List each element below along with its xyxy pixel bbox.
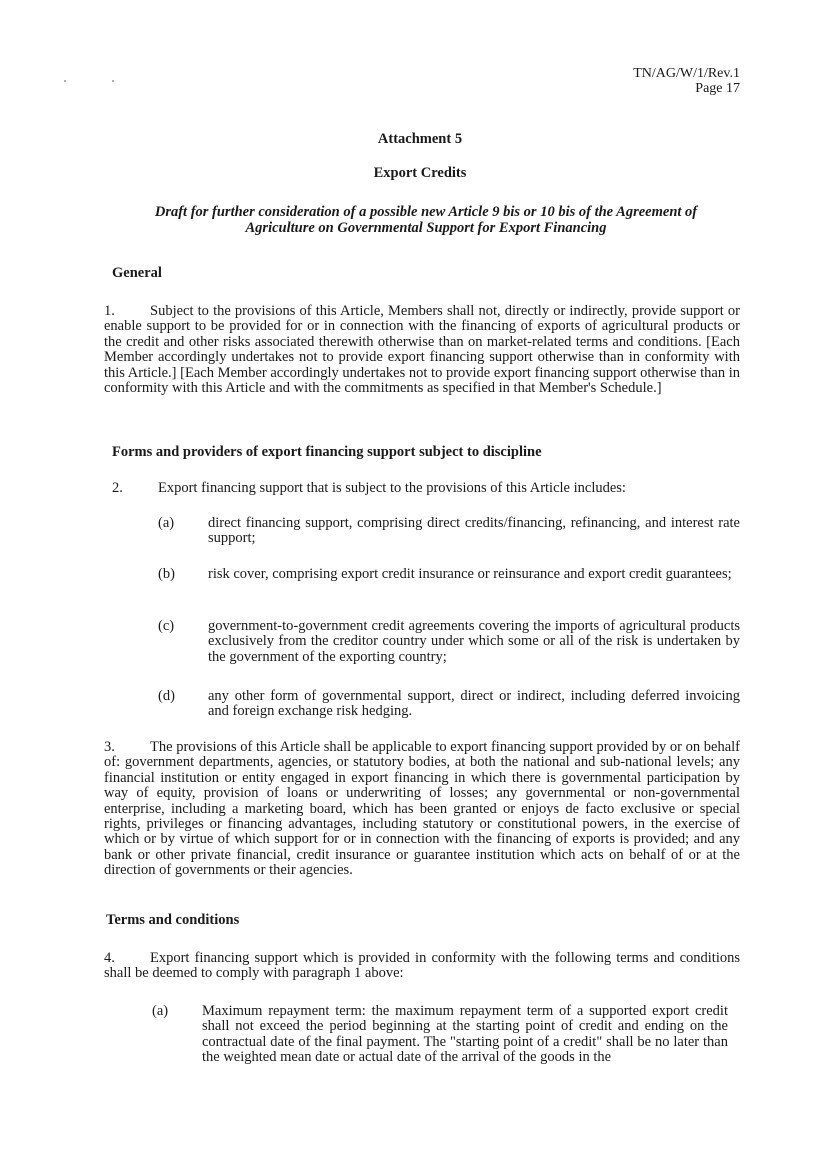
list-item — [158, 619, 740, 667]
list-item-text: direct financing support, comprising direct credits/financing, refinancing, and interest rate support; — [208, 515, 740, 547]
list-item — [152, 1004, 728, 1068]
paragraph-number: 1. — [104, 303, 115, 319]
section-heading-general: General — [112, 265, 162, 281]
paragraph-text: Export financing support that is subject to the provisions of this Article includes: — [158, 480, 626, 496]
list-item-label: (b) — [158, 566, 175, 582]
draft-note: Draft for further consideration of a possible new Article 9 bis or 10 bis of the Agreement of Agriculture on Governmental Support for Export Financing — [154, 204, 698, 236]
page-header — [633, 66, 740, 96]
paragraph-number: 4. — [104, 950, 115, 966]
section-heading-forms: Forms and providers of export financing support subject to discipline — [112, 444, 542, 460]
paragraph-1 — [104, 304, 740, 396]
paragraph-4 — [104, 951, 740, 982]
list-item-text: government-to-government credit agreements covering the imports of agricultural products exclusively from the creditor country under which some or all of the risk is undertaken by the government of the exporting country; — [208, 618, 740, 665]
list-item-label: (c) — [158, 618, 175, 634]
list-item-text: risk cover, comprising export credit insurance or reinsurance and export credit guarantees; — [208, 566, 732, 582]
document-subtitle: Export Credits — [373, 165, 467, 181]
list-item-text: any other form of governmental support, direct or indirect, including deferred invoicing and foreign exchange risk hedging. — [208, 688, 740, 720]
paragraph-2 — [112, 481, 740, 501]
list-item — [158, 516, 740, 548]
section-heading-terms: Terms and conditions — [106, 912, 240, 928]
list-item-label: (a) — [152, 1003, 169, 1019]
paragraph-text: Export financing support which is provided in conformity with the following terms and conditions shall be deemed to comply with paragraph 1 above: — [104, 950, 740, 982]
attachment-title: Attachment 5 — [377, 131, 463, 147]
page-number: Page 17 — [695, 81, 740, 96]
list-item — [158, 567, 740, 599]
list-item-label: (d) — [158, 688, 175, 704]
list-item — [158, 689, 740, 721]
list-item-label: (a) — [158, 515, 175, 531]
paragraph-number: 3. — [104, 739, 115, 755]
paragraph-text: Subject to the provisions of this Article, Members shall not, directly or indirectly, provide support or enable support to be provided for or in connection with the financing of exports of agricultural products or the credit and other risks associated therewith otherwise than on market-related terms and conditions. [Each Member accordingly undertakes not to provide export financing support otherwise than in conformity with this Article.] [Each Member accordingly undertakes not to provide export financing support otherwise than in conformity with this Article and with the commitments as specified in that Member's Schedule.] — [104, 303, 740, 397]
paragraph-number: 2. — [112, 480, 123, 496]
paragraph-3 — [104, 740, 740, 879]
scan-speck — [112, 80, 114, 82]
paragraph-text: The provisions of this Article shall be applicable to export financing support provided by or on behalf of: government departments, agencies, or statutory bodies, at both the national and sub-national levels; any financial institution or entity engaged in export financing in which there is governmental participation by way of equity, provision of loans or underwriting of losses; any governmental or non-governmental enterprise, including a marketing board, which has been granted or enjoys de facto exclusive or special rights, privileges or financing advantages, including statutory or constitutional powers, in the exercise of which or by virtue of which support for or in connection with the financing of exports is provided; and any bank or other private financial, credit insurance or guarantee institution which acts on behalf of or at the direction of governments or their agencies. — [104, 739, 740, 879]
document-symbol: TN/AG/W/1/Rev.1 — [633, 66, 740, 81]
scan-speck — [64, 80, 66, 82]
list-item-text: Maximum repayment term: the maximum repayment term of a supported export credit shall not exceed the period beginning at the starting point of credit and ending on the contractual date of the final payment. The "starting point of a credit" shall be no later than the weighted mean date or actual date of the arrival of the goods in the — [202, 1003, 728, 1066]
